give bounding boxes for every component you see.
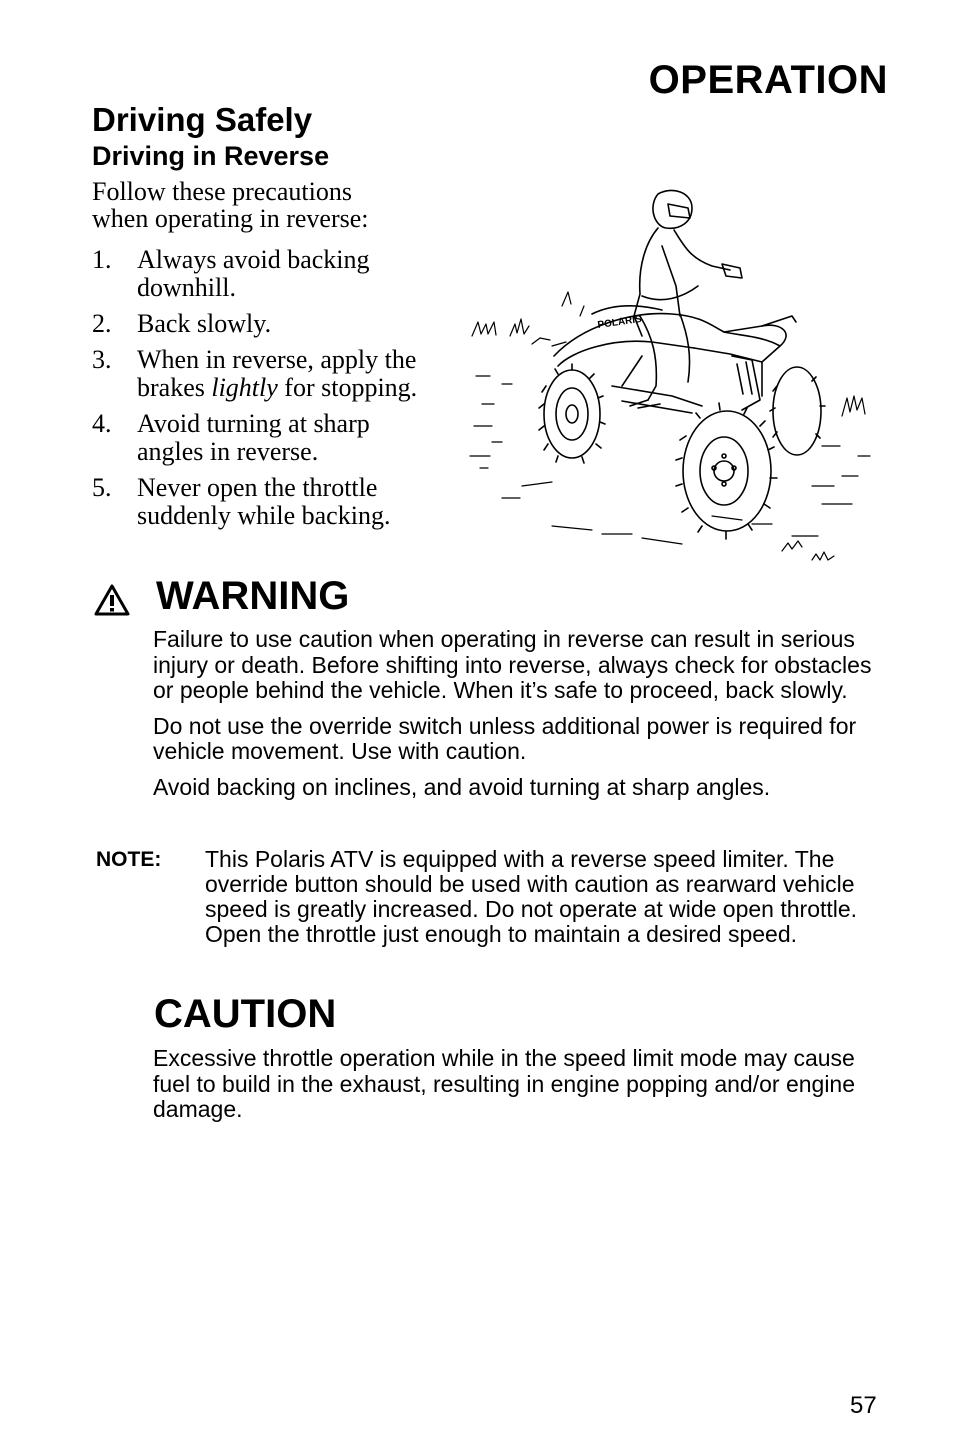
list-item-text: Back slowly. bbox=[137, 309, 272, 338]
heading-driving-in-reverse: Driving in Reverse bbox=[92, 141, 330, 171]
list-item bbox=[92, 410, 422, 466]
rear-wheel bbox=[539, 364, 605, 463]
list-item-number: 5. bbox=[92, 473, 112, 502]
front-left-wheel bbox=[676, 403, 777, 539]
list-item-text: Avoid turning at sharp angles in reverse. bbox=[137, 409, 370, 466]
list-item bbox=[92, 246, 422, 302]
warning-paragraph: Avoid backing on inclines, and avoid turning at sharp angles. bbox=[153, 773, 771, 800]
note-label: NOTE: bbox=[96, 848, 162, 871]
list-item-number: 3. bbox=[92, 345, 112, 374]
list-item-text-before: When in reverse, apply the brakes bbox=[137, 345, 417, 402]
warning-triangle-icon bbox=[94, 584, 130, 616]
caution-title: CAUTION bbox=[154, 992, 337, 1036]
ground-lines bbox=[470, 292, 870, 560]
caution-body: Excessive throttle operation while in the speed limit mode may cause fuel to build in the exhaust, resulting in engine popping and/or engine damage. bbox=[153, 1045, 856, 1122]
heading-driving-safely: Driving Safely bbox=[92, 101, 313, 138]
list-item bbox=[92, 474, 422, 530]
list-item-text-after: for stopping. bbox=[277, 373, 418, 402]
list-item-number: 2. bbox=[92, 309, 112, 338]
warning-paragraph: Failure to use caution when operating in reverse can result in serious injury or death. Before shifting into reverse, always check for obstacles or people behind the vehicle. When it’s safe to proceed, back slowly. bbox=[153, 626, 872, 703]
warning-title: WARNING bbox=[156, 574, 350, 618]
warning-paragraph: Do not use the override switch unless additional power is required for vehicle movement. Use with caution. bbox=[153, 712, 857, 764]
page-number: 57 bbox=[850, 1392, 877, 1419]
list-item bbox=[92, 310, 422, 338]
rider bbox=[630, 190, 742, 408]
intro-text: Follow these precautions when operating in reverse: bbox=[92, 177, 369, 233]
list-item-text: Never open the throttle suddenly while backing. bbox=[137, 473, 391, 530]
list-item-emphasis: lightly bbox=[211, 373, 278, 402]
atv-body bbox=[554, 306, 796, 413]
atv-reverse-illustration bbox=[462, 186, 892, 570]
note-text: This Polaris ATV is equipped with a reverse speed limiter. The override button should be used with caution as rearward vehicle speed is greatly increased. Do not operate at wide open throttle. Open the throttle just enough to maintain a desired speed. bbox=[205, 846, 858, 947]
section-header: OPERATION bbox=[648, 58, 888, 102]
warning-body bbox=[153, 627, 898, 810]
list-item-number: 4. bbox=[92, 409, 112, 438]
precautions-list bbox=[92, 246, 422, 538]
list-item bbox=[92, 346, 422, 402]
brand-decal: POLARIS bbox=[596, 313, 643, 331]
front-wheel bbox=[770, 367, 825, 455]
list-item-number: 1. bbox=[92, 245, 112, 274]
list-item-text: Always avoid backing downhill. bbox=[137, 245, 370, 302]
